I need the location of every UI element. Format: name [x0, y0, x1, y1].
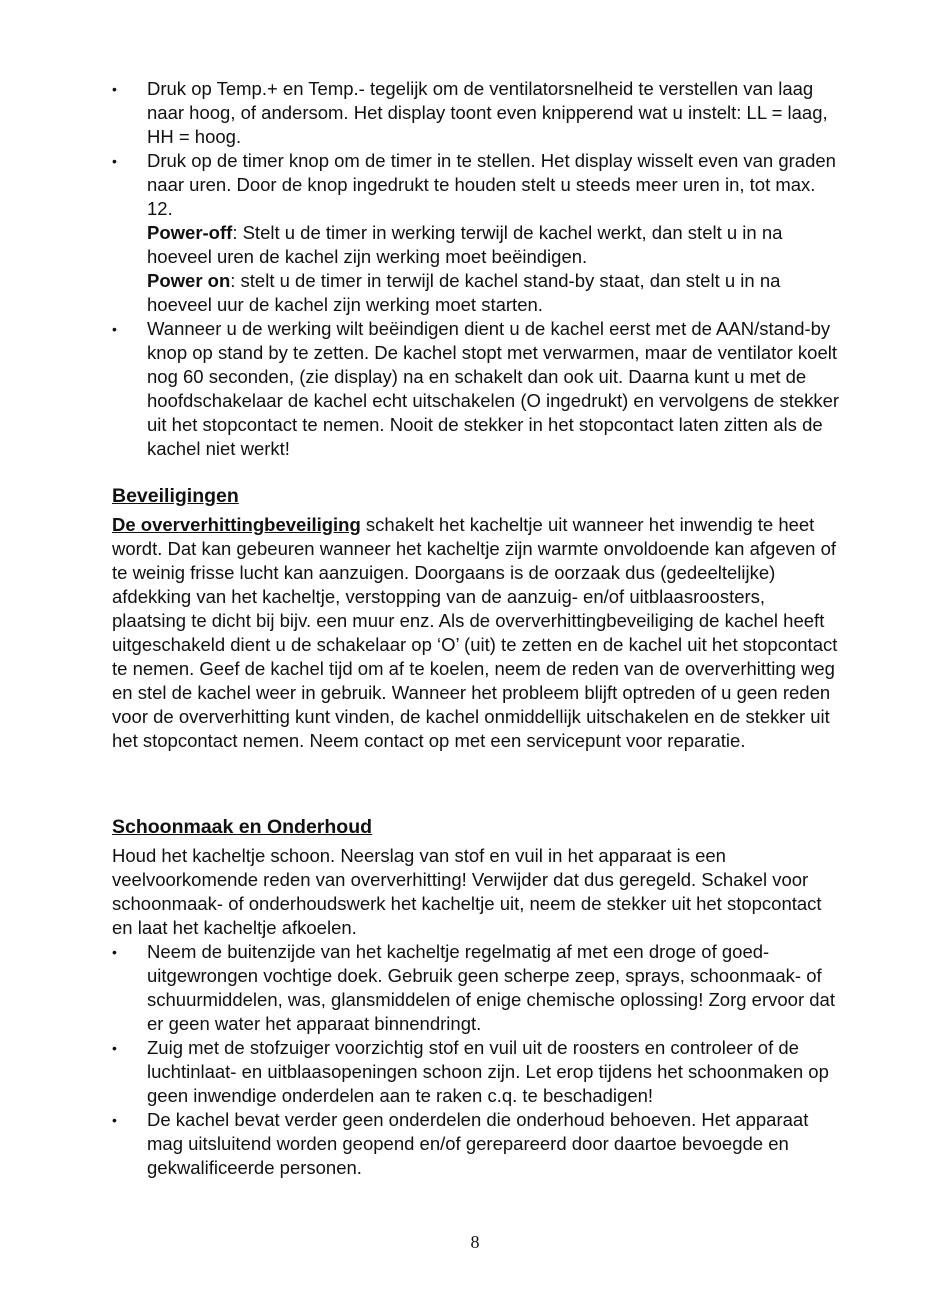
- list-item-text: • Druk op de timer knop om de timer in te stellen. Het display wisselt even van graden naar uren. Door de knop ingedrukt te houden stelt u steeds meer uren in, tot max. 12.: [147, 150, 836, 219]
- list-item-text: Druk op Temp.+ en Temp.- tegelijk om de ventilatorsnelheid te verstellen van laag naar hoog, of andersom. Het display toont even knipperend wat u instelt: LL = laag, HH = hoog.: [147, 78, 828, 147]
- list-item-text: Wanneer u de werking wilt beëindigen dient u de kachel eerst met de AAN/stand-by knop op stand by te zetten. De kachel stopt met verwarmen, maar de ventilator koelt nog 60 seconden, (zie display) na en schakelt dan ook uit. Daarna kunt u met de hoofdschakelaar de kachel echt uitschakelen (O ingedrukt) en vervolgens de stekker uit het stopcontact te nemen. Nooit de stekker in het stopcontact laten zitten als de kachel niet werkt!: [147, 318, 840, 459]
- power-off-label: Power-off: [147, 222, 233, 243]
- list-item: [112, 149, 842, 317]
- list-item: [112, 317, 842, 461]
- list-item-text: Neem de buitenzijde van het kacheltje regelmatig af met een droge of goed-uitgewrongen vochtige doek. Gebruik geen scherpe zeep, sprays, schoonmaak- of schuurmiddelen, was, glansmiddelen of enige chemische oplossing! Zorg ervoor dat er geen water het apparaat binnendringt.: [147, 941, 835, 1034]
- maintenance-intro: Houd het kacheltje schoon. Neerslag van stof en vuil in het apparaat is een veelvoorkomende reden van oververhitting! Verwijder dat dus geregeld. Schakel voor schoonmaak- of onderhoudswerk het kacheltje uit, neem de stekker uit het stopcontact en laat het kacheltje afkoelen.: [112, 845, 822, 938]
- power-on-text: [147, 269, 842, 317]
- list-item: [112, 1036, 842, 1108]
- list-item: [112, 77, 842, 149]
- list-item-text: Zuig met de stofzuiger voorzichtig stof en vuil uit de roosters en controleer of de luchtinlaat- en uitblaasopeningen schoon zijn. Let erop tijdens het schoonmaken op geen inwendige onderdelen aan te raken c.q. te beschadigen!: [147, 1037, 829, 1106]
- maintenance-list: [112, 940, 842, 1180]
- power-on-label: Power on: [147, 270, 231, 291]
- safety-text: schakelt het kacheltje uit wanneer het inwendig te heet wordt. Dat kan gebeuren wanneer het kacheltje zijn warmte onvoldoende kan afgeven of te weinig frisse lucht kan aanzuigen. Doorgaans is de oorzaak dus (gedeeltelijke) afdekking van het kacheltje, verstopping van de aanzuig- en/of uitblaasroosters, plaatsing te dicht bij bijv. een muur enz. Als de oververhittingbeveiliging de kachel heeft uitgeschakeld dient u de schakelaar op ‘O’ (uit) te zetten en de kachel uit het stopcontact te nemen. Geef de kachel tijd om af te koelen, neem de reden van de oververhitting weg en stel de kachel weer in gebruik. Wanneer het probleem blijft optreden of u geen reden voor de oververhitting kunt vinden, de kachel onmiddellijk uitschakelen en de stekker uit het stopcontact nemen. Neem contact op met een servicepunt voor reparatie.: [112, 514, 838, 751]
- section-heading-safety: Beveiligingen: [112, 485, 239, 507]
- power-off-description: : Stelt u de timer in werking terwijl de kachel werkt, dan stelt u in na hoeveel uren de kachel zijn werking moet beëindigen.: [147, 222, 783, 267]
- safety-paragraph: [112, 513, 840, 753]
- list-item: [112, 1108, 842, 1180]
- section-heading-maintenance: Schoonmaak en Onderhoud: [112, 816, 373, 838]
- power-off-text: [147, 221, 842, 269]
- list-item: [112, 940, 842, 1036]
- instruction-list: [112, 77, 842, 461]
- power-on-description: : stelt u de timer in terwijl de kachel stand-by staat, dan stelt u in na hoeveel uur de kachel zijn werking moet starten.: [147, 270, 781, 315]
- page-number: 8: [470, 1232, 480, 1252]
- list-item-text: De kachel bevat verder geen onderdelen die onderhoud behoeven. Het apparaat mag uitsluitend worden geopend en/of gerepareerd door daartoe bevoegde en gekwalificeerde personen.: [147, 1109, 809, 1178]
- safety-lead: De oververhittingbeveiliging: [112, 514, 361, 535]
